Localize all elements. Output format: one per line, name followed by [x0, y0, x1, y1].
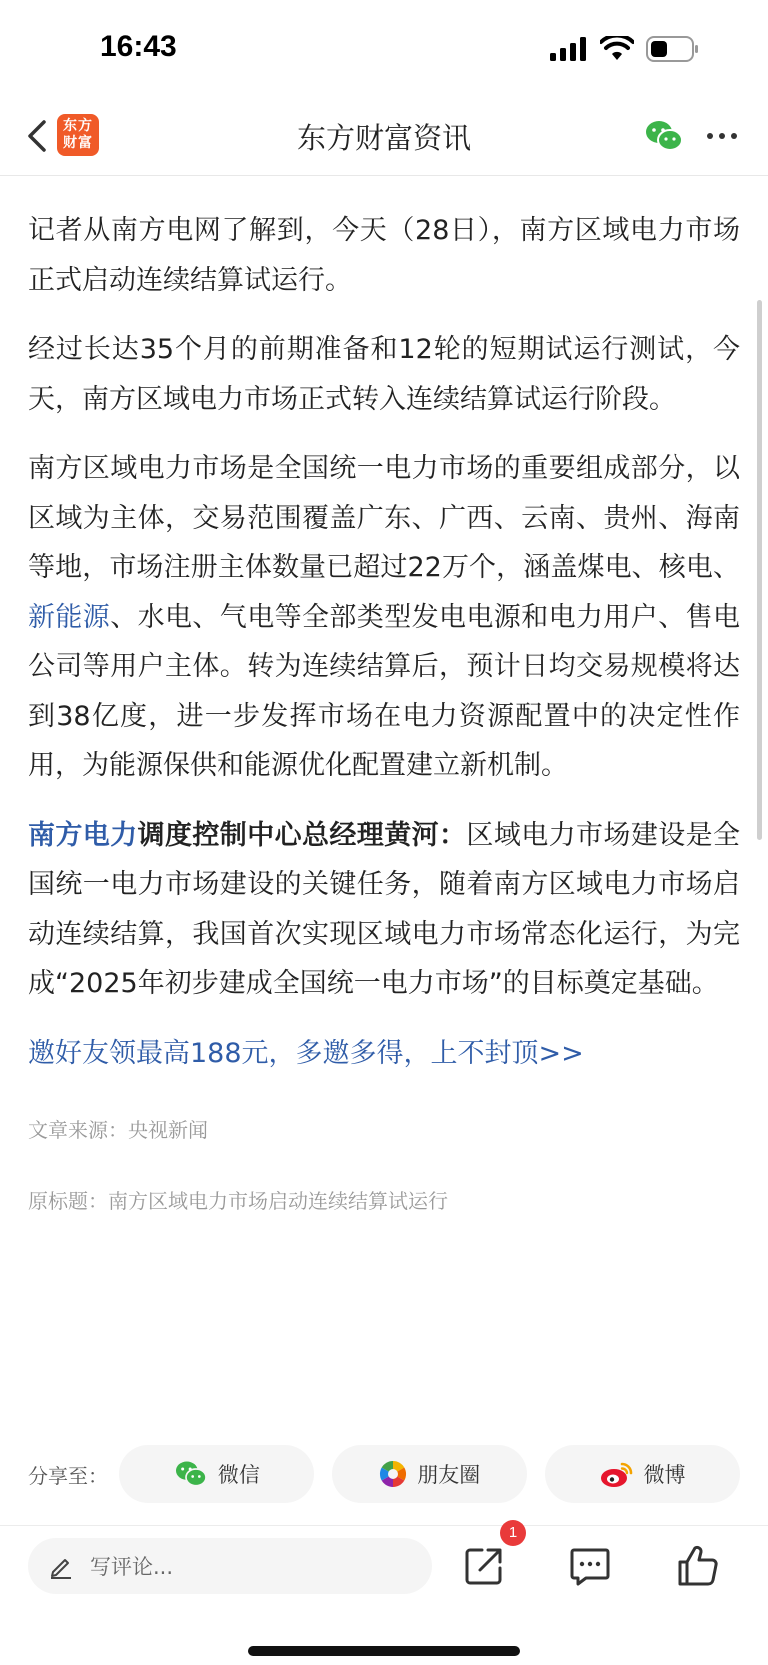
- paragraph-4: [28, 811, 740, 1009]
- battery-icon: [646, 36, 700, 62]
- southern-power-link[interactable]: 南方电力: [28, 819, 138, 851]
- comment-input[interactable]: [28, 1538, 432, 1594]
- original-title: 原标题：南方区域电力市场启动连续结算试运行: [28, 1188, 448, 1213]
- comment-placeholder: 写评论...: [90, 1555, 174, 1579]
- invite-promo-link[interactable]: 邀好友领最高188元，多邀多得，上不封顶>>: [28, 1037, 584, 1069]
- pencil-icon: [48, 1553, 74, 1579]
- share-row: [28, 1444, 740, 1504]
- more-icon[interactable]: [704, 116, 740, 156]
- paragraph-3-text-a: 南方区域电力市场是全国统一电力市场的重要组成部分，以区域为主体，交易范围覆盖广东、广西、云南、贵州、海南等地，市场注册主体数量已超过22万个，涵盖煤电、核电、: [28, 453, 740, 583]
- share-wechat-label: 微信: [217, 1463, 260, 1487]
- wechat-icon: [174, 1459, 208, 1489]
- comment-icon[interactable]: [568, 1544, 612, 1588]
- nav-bar: [0, 100, 768, 176]
- speaker-label: 调度控制中心总经理黄河：: [137, 819, 467, 851]
- article-body: [28, 206, 740, 1214]
- wifi-icon: [600, 36, 634, 62]
- cellular-signal-icon: [550, 37, 588, 61]
- status-icons: [550, 36, 700, 62]
- article-source: 文章来源：央视新闻: [28, 1117, 208, 1142]
- paragraph-3: [28, 444, 740, 791]
- bottom-toolbar: [0, 1525, 768, 1665]
- page-title: 东方财富资讯: [296, 121, 471, 155]
- share-wechat-button[interactable]: [119, 1445, 314, 1503]
- scrollbar[interactable]: [757, 300, 762, 840]
- like-icon[interactable]: [676, 1544, 720, 1588]
- share-weibo-label: 微博: [643, 1463, 686, 1487]
- status-time: 16:43: [100, 30, 177, 63]
- weibo-icon: [600, 1460, 634, 1488]
- share-moments-label: 朋友圈: [417, 1463, 481, 1487]
- share-badge: 1: [500, 1520, 526, 1546]
- share-icon[interactable]: [462, 1544, 506, 1588]
- paragraph-3-text-b: 、水电、气电等全部类型发电电源和电力用户、售电公司等用户主体。转为连续结算后，预计日均交易规模将达到38亿度，进一步发挥市场在电力资源配置中的决定性作用，为能源保供和能源优化配置建立新机制。: [28, 601, 741, 781]
- paragraph-1: 记者从南方电网了解到，今天（28日），南方区域电力市场正式启动连续结算试运行。: [28, 215, 740, 296]
- home-indicator[interactable]: [248, 1646, 520, 1656]
- wechat-icon[interactable]: [644, 116, 684, 156]
- paragraph-2: 经过长达35个月的前期准备和12轮的短期试运行测试，今天，南方区域电力市场正式转入连续结算试运行阶段。: [28, 334, 740, 415]
- logo-line2: 财富: [63, 135, 93, 151]
- share-label: 分享至：: [28, 1463, 108, 1488]
- paragraph-4-text: 区域电力市场建设是全国统一电力市场建设的关键任务，随着南方区域电力市场启动连续结算，我国首次实现区域电力市场常态化运行，为完成“2025年初步建成全国统一电力市场”的目标奠定基础。: [28, 819, 741, 999]
- logo-line1: 东方: [63, 118, 93, 134]
- moments-icon: [379, 1460, 407, 1488]
- status-bar: [0, 0, 768, 100]
- share-weibo-button[interactable]: [545, 1445, 740, 1503]
- share-moments-button[interactable]: [332, 1445, 527, 1503]
- new-energy-link[interactable]: 新能源: [28, 601, 111, 633]
